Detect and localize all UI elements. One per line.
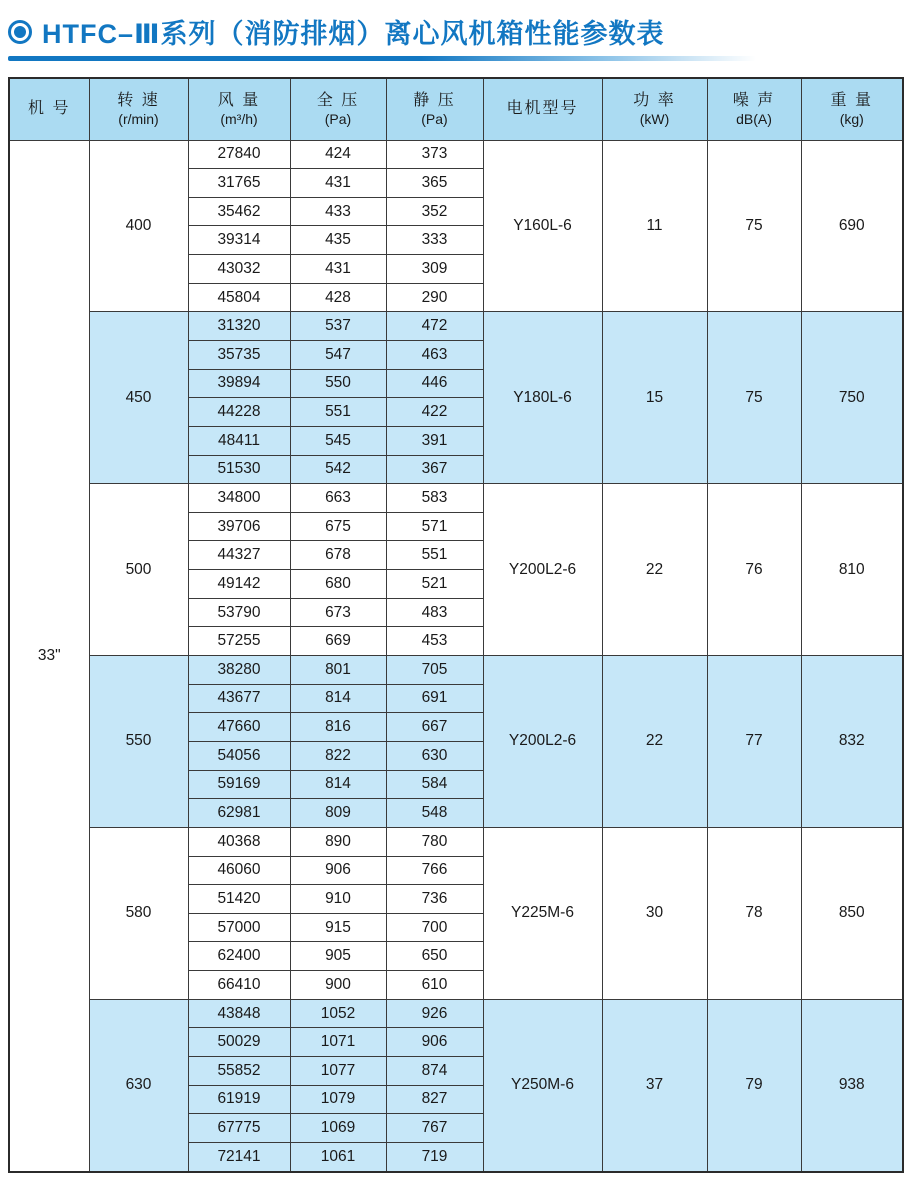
airflow-cell: 67775	[188, 1114, 290, 1143]
static-pressure-cell: 700	[386, 913, 483, 942]
static-pressure-cell: 483	[386, 598, 483, 627]
airflow-cell: 31765	[188, 169, 290, 198]
static-pressure-cell: 926	[386, 999, 483, 1028]
static-pressure-cell: 352	[386, 197, 483, 226]
table-header	[9, 78, 903, 140]
speed-cell: 550	[89, 656, 188, 828]
airflow-cell: 50029	[188, 1028, 290, 1057]
total-pressure-cell: 906	[290, 856, 386, 885]
speed-cell: 630	[89, 999, 188, 1172]
airflow-cell: 62400	[188, 942, 290, 971]
static-pressure-cell: 551	[386, 541, 483, 570]
total-pressure-cell: 663	[290, 484, 386, 513]
power-cell: 22	[602, 484, 707, 656]
performance-table	[8, 77, 904, 1173]
static-pressure-cell: 630	[386, 741, 483, 770]
total-pressure-cell: 675	[290, 512, 386, 541]
total-pressure-cell: 1052	[290, 999, 386, 1028]
airflow-cell: 38280	[188, 656, 290, 685]
airflow-cell: 44228	[188, 398, 290, 427]
motor-model-cell: Y200L2-6	[483, 656, 602, 828]
weight-cell: 850	[801, 827, 903, 999]
power-cell: 11	[602, 140, 707, 312]
total-pressure-cell: 673	[290, 598, 386, 627]
static-pressure-cell: 691	[386, 684, 483, 713]
table-body	[9, 140, 903, 1172]
power-cell: 22	[602, 656, 707, 828]
motor-model-cell: Y200L2-6	[483, 484, 602, 656]
airflow-cell: 35735	[188, 340, 290, 369]
airflow-cell: 43677	[188, 684, 290, 713]
static-pressure-cell: 333	[386, 226, 483, 255]
total-pressure-cell: 900	[290, 971, 386, 1000]
static-pressure-cell: 521	[386, 570, 483, 599]
static-pressure-cell: 610	[386, 971, 483, 1000]
table-row	[9, 656, 903, 685]
airflow-cell: 43032	[188, 255, 290, 284]
noise-cell: 77	[707, 656, 801, 828]
total-pressure-cell: 1069	[290, 1114, 386, 1143]
title-block	[8, 12, 902, 61]
weight-cell: 690	[801, 140, 903, 312]
static-pressure-cell: 766	[386, 856, 483, 885]
static-pressure-cell: 453	[386, 627, 483, 656]
noise-cell: 76	[707, 484, 801, 656]
motor-model-cell: Y250M-6	[483, 999, 602, 1172]
total-pressure-cell: 816	[290, 713, 386, 742]
table-wrap	[8, 77, 902, 1173]
header-motor-model: 电机型号	[483, 78, 602, 140]
total-pressure-cell: 1071	[290, 1028, 386, 1057]
total-pressure-cell: 910	[290, 885, 386, 914]
speed-cell: 450	[89, 312, 188, 484]
airflow-cell: 43848	[188, 999, 290, 1028]
static-pressure-cell: 422	[386, 398, 483, 427]
airflow-cell: 44327	[188, 541, 290, 570]
static-pressure-cell: 446	[386, 369, 483, 398]
speed-cell: 400	[89, 140, 188, 312]
airflow-cell: 51530	[188, 455, 290, 484]
page-title: HTFC–Ⅲ系列（消防排烟）离心风机箱性能参数表	[42, 19, 665, 49]
airflow-cell: 62981	[188, 799, 290, 828]
total-pressure-cell: 809	[290, 799, 386, 828]
noise-cell: 78	[707, 827, 801, 999]
total-pressure-cell: 814	[290, 770, 386, 799]
static-pressure-cell: 650	[386, 942, 483, 971]
power-cell: 30	[602, 827, 707, 999]
weight-cell: 810	[801, 484, 903, 656]
motor-model-cell: Y225M-6	[483, 827, 602, 999]
airflow-cell: 55852	[188, 1057, 290, 1086]
header-airflow: 风 量 (m³/h)	[188, 78, 290, 140]
static-pressure-cell: 705	[386, 656, 483, 685]
airflow-cell: 57255	[188, 627, 290, 656]
airflow-cell: 39706	[188, 512, 290, 541]
airflow-cell: 59169	[188, 770, 290, 799]
total-pressure-cell: 433	[290, 197, 386, 226]
table-row	[9, 312, 903, 341]
total-pressure-cell: 669	[290, 627, 386, 656]
static-pressure-cell: 583	[386, 484, 483, 513]
header-machine-no: 机 号	[9, 78, 89, 140]
speed-cell: 500	[89, 484, 188, 656]
airflow-cell: 27840	[188, 140, 290, 169]
total-pressure-cell: 431	[290, 169, 386, 198]
total-pressure-cell: 678	[290, 541, 386, 570]
airflow-cell: 61919	[188, 1085, 290, 1114]
bullseye-icon	[8, 20, 32, 44]
airflow-cell: 47660	[188, 713, 290, 742]
static-pressure-cell: 373	[386, 140, 483, 169]
static-pressure-cell: 391	[386, 426, 483, 455]
title-underline	[8, 56, 756, 61]
power-cell: 37	[602, 999, 707, 1172]
static-pressure-cell: 367	[386, 455, 483, 484]
airflow-cell: 66410	[188, 971, 290, 1000]
total-pressure-cell: 428	[290, 283, 386, 312]
header-power: 功 率 (kW)	[602, 78, 707, 140]
static-pressure-cell: 874	[386, 1057, 483, 1086]
total-pressure-cell: 542	[290, 455, 386, 484]
total-pressure-cell: 551	[290, 398, 386, 427]
airflow-cell: 31320	[188, 312, 290, 341]
static-pressure-cell: 906	[386, 1028, 483, 1057]
total-pressure-cell: 431	[290, 255, 386, 284]
power-cell: 15	[602, 312, 707, 484]
total-pressure-cell: 822	[290, 741, 386, 770]
static-pressure-cell: 584	[386, 770, 483, 799]
header-noise: 噪 声 dB(A)	[707, 78, 801, 140]
airflow-cell: 40368	[188, 827, 290, 856]
motor-model-cell: Y160L-6	[483, 140, 602, 312]
airflow-cell: 46060	[188, 856, 290, 885]
table-row	[9, 827, 903, 856]
total-pressure-cell: 424	[290, 140, 386, 169]
static-pressure-cell: 719	[386, 1142, 483, 1172]
table-row	[9, 140, 903, 169]
static-pressure-cell: 290	[386, 283, 483, 312]
motor-model-cell: Y180L-6	[483, 312, 602, 484]
static-pressure-cell: 463	[386, 340, 483, 369]
airflow-cell: 48411	[188, 426, 290, 455]
static-pressure-cell: 365	[386, 169, 483, 198]
total-pressure-cell: 905	[290, 942, 386, 971]
airflow-cell: 72141	[188, 1142, 290, 1172]
airflow-cell: 54056	[188, 741, 290, 770]
total-pressure-cell: 1061	[290, 1142, 386, 1172]
table-row	[9, 999, 903, 1028]
header-weight: 重 量 (kg)	[801, 78, 903, 140]
static-pressure-cell: 780	[386, 827, 483, 856]
static-pressure-cell: 767	[386, 1114, 483, 1143]
airflow-cell: 39894	[188, 369, 290, 398]
airflow-cell: 35462	[188, 197, 290, 226]
static-pressure-cell: 548	[386, 799, 483, 828]
machine-no-cell: 33"	[9, 140, 89, 1172]
static-pressure-cell: 571	[386, 512, 483, 541]
static-pressure-cell: 667	[386, 713, 483, 742]
airflow-cell: 53790	[188, 598, 290, 627]
total-pressure-cell: 1079	[290, 1085, 386, 1114]
table-row	[9, 484, 903, 513]
total-pressure-cell: 680	[290, 570, 386, 599]
weight-cell: 750	[801, 312, 903, 484]
airflow-cell: 45804	[188, 283, 290, 312]
airflow-cell: 49142	[188, 570, 290, 599]
noise-cell: 75	[707, 312, 801, 484]
total-pressure-cell: 537	[290, 312, 386, 341]
total-pressure-cell: 550	[290, 369, 386, 398]
noise-cell: 79	[707, 999, 801, 1172]
total-pressure-cell: 890	[290, 827, 386, 856]
total-pressure-cell: 814	[290, 684, 386, 713]
header-static-pressure: 静 压 (Pa)	[386, 78, 483, 140]
header-speed: 转 速 (r/min)	[89, 78, 188, 140]
airflow-cell: 39314	[188, 226, 290, 255]
noise-cell: 75	[707, 140, 801, 312]
airflow-cell: 34800	[188, 484, 290, 513]
total-pressure-cell: 545	[290, 426, 386, 455]
weight-cell: 832	[801, 656, 903, 828]
static-pressure-cell: 827	[386, 1085, 483, 1114]
total-pressure-cell: 801	[290, 656, 386, 685]
static-pressure-cell: 472	[386, 312, 483, 341]
total-pressure-cell: 547	[290, 340, 386, 369]
total-pressure-cell: 435	[290, 226, 386, 255]
speed-cell: 580	[89, 827, 188, 999]
airflow-cell: 57000	[188, 913, 290, 942]
static-pressure-cell: 736	[386, 885, 483, 914]
total-pressure-cell: 915	[290, 913, 386, 942]
airflow-cell: 51420	[188, 885, 290, 914]
total-pressure-cell: 1077	[290, 1057, 386, 1086]
weight-cell: 938	[801, 999, 903, 1172]
static-pressure-cell: 309	[386, 255, 483, 284]
header-total-pressure: 全 压 (Pa)	[290, 78, 386, 140]
